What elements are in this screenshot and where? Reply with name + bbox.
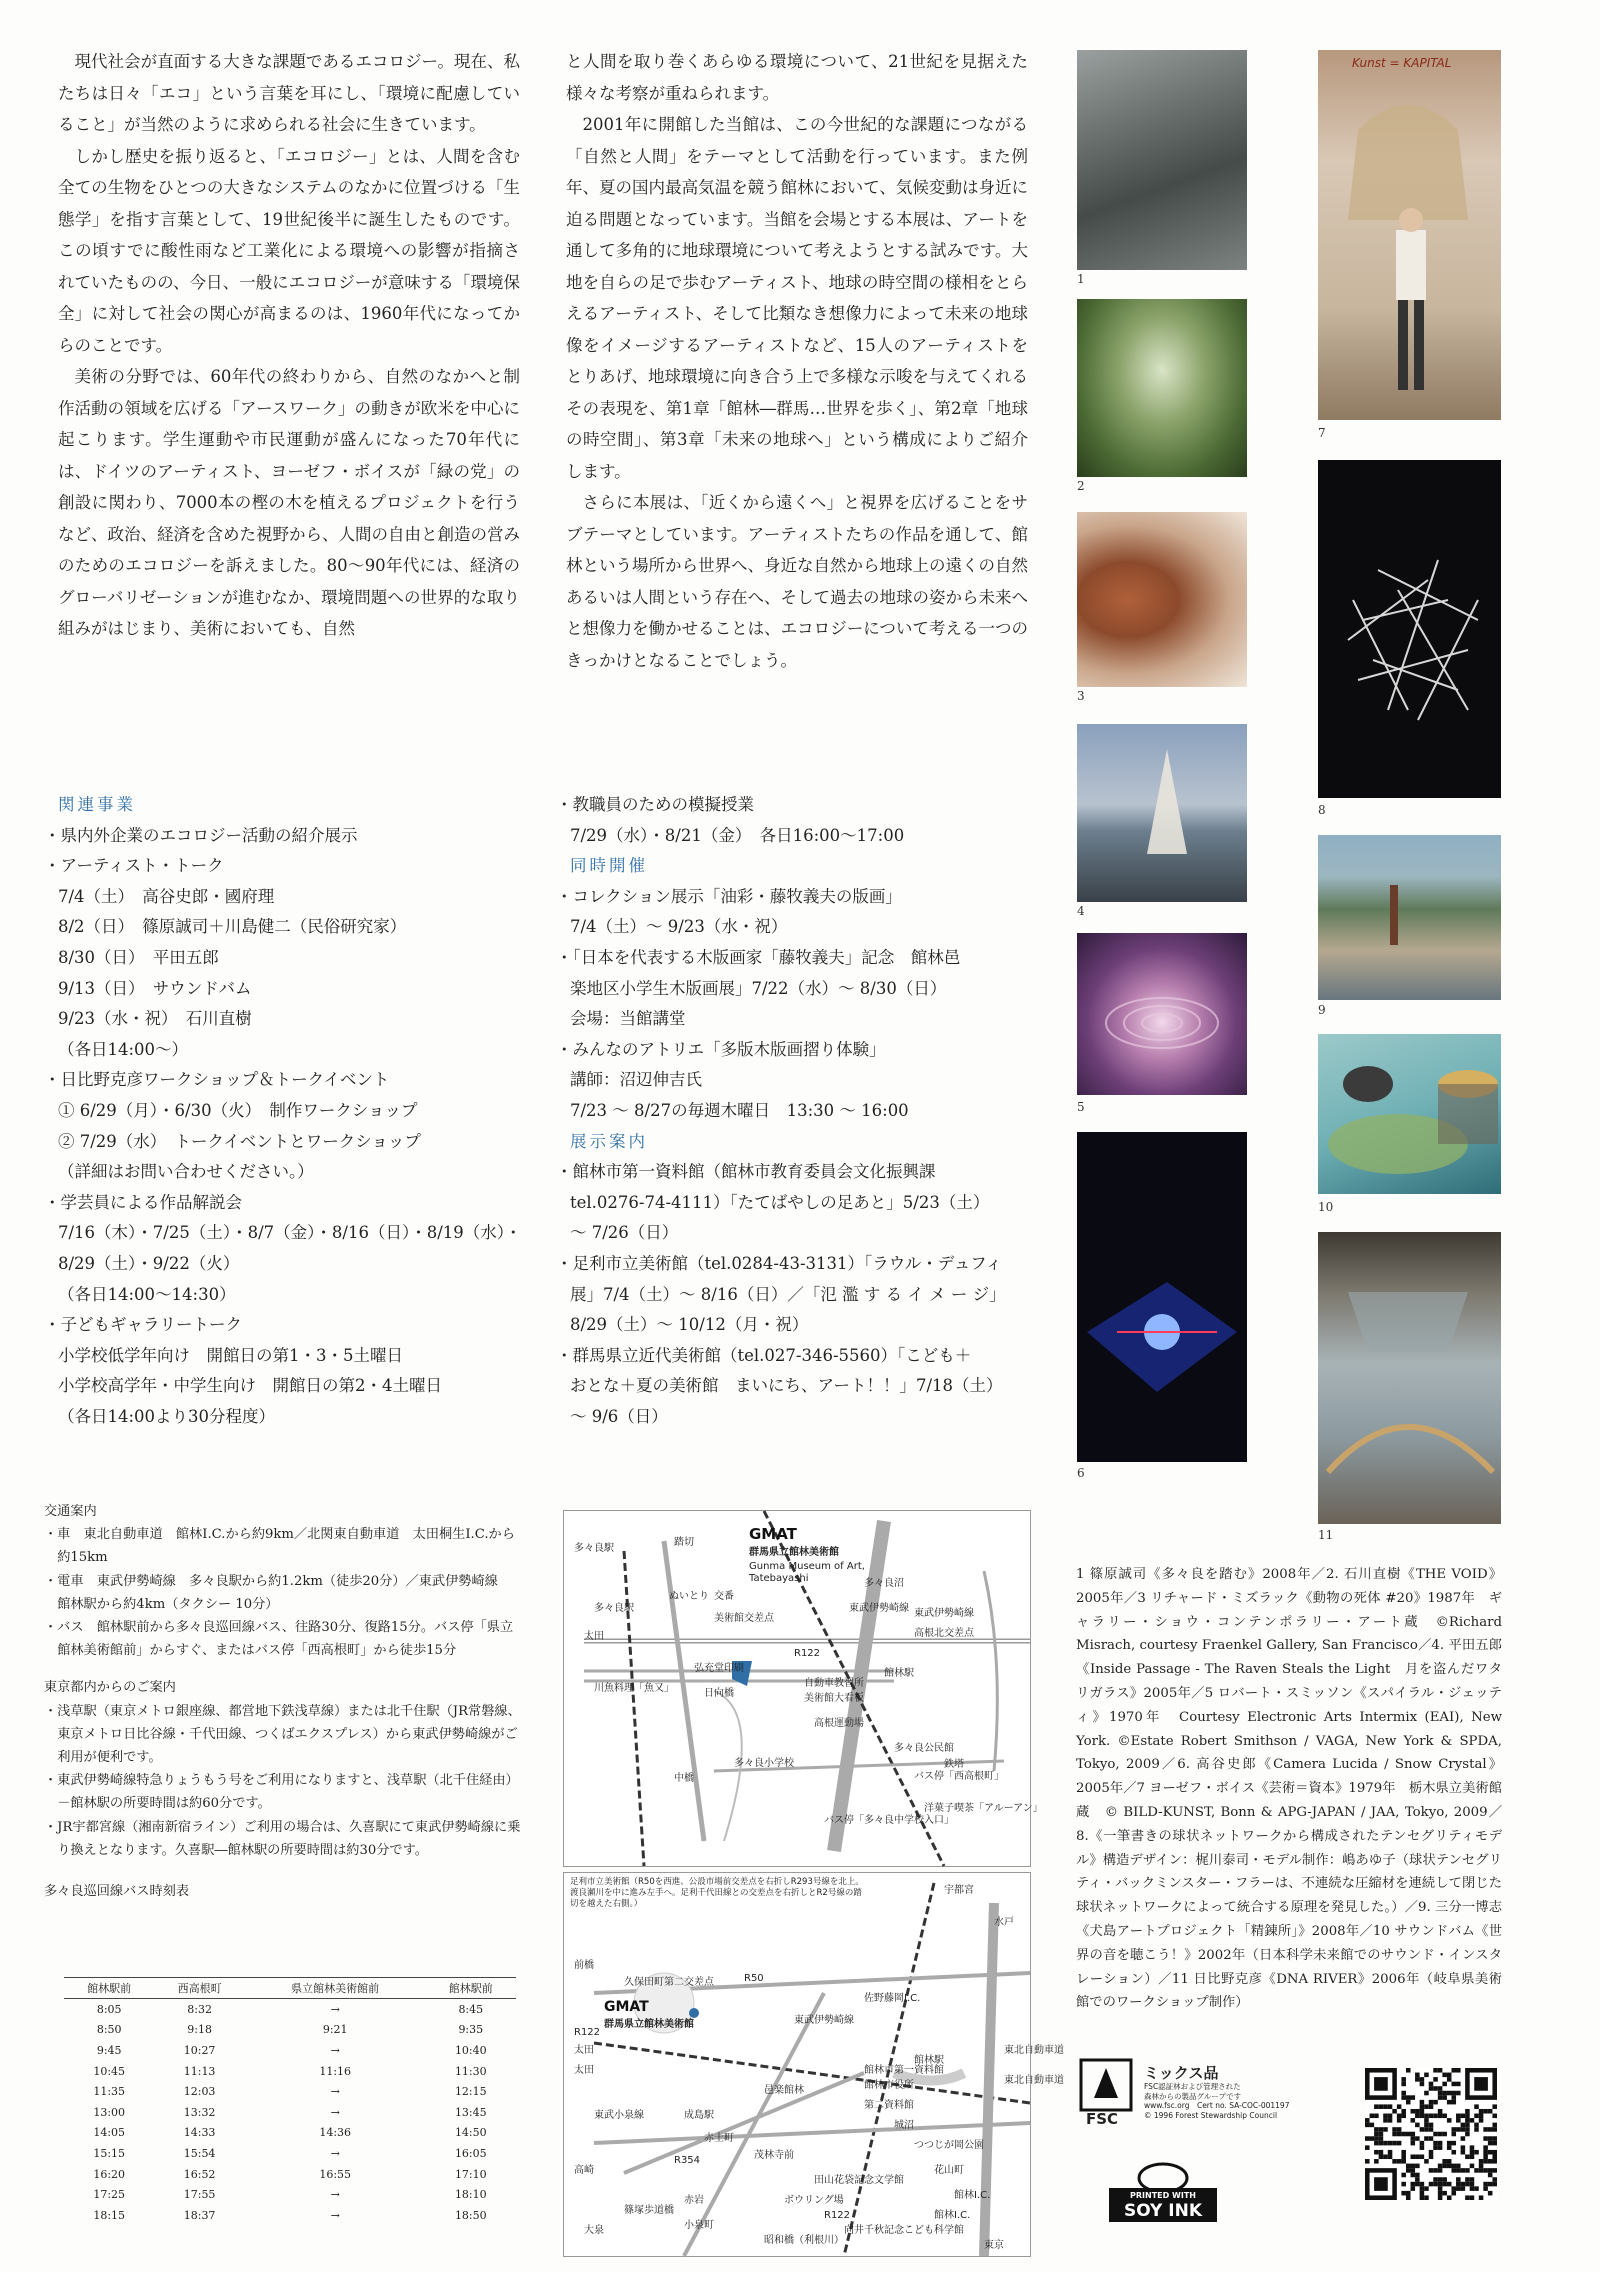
event-detail: 7/4（土） 高谷史郎・國府理 (58, 886, 275, 906)
concurrent-events (556, 790, 1036, 1432)
map-label: 赤岩 (684, 2195, 704, 2206)
photo-number: 3 (1077, 689, 1085, 703)
map-label: 水戸 (994, 1917, 1014, 1928)
photo-number: 8 (1318, 803, 1326, 817)
fsc-label: FSC (1086, 2110, 1119, 2128)
map-label: 向井千秋記念こども科学館 (844, 2225, 964, 2236)
map-label: 美術館交差点 (714, 1613, 774, 1624)
bus-cell: 14:33 (183, 2126, 216, 2140)
map-label: 第二資料館 (864, 2100, 914, 2111)
photo-number: 4 (1077, 904, 1085, 918)
event-item: ・日比野克彦ワークショップ＆トークイベント (44, 1070, 390, 1090)
tokyo-item: ・東武伊勢崎線特急りょうもう号をご利用になりますと、浅草駅（北千住経由）－館林駅の所要時間は約60分です。 (44, 1773, 519, 1812)
soybean-icon (1139, 2164, 1187, 2192)
event-detail: 会場：当館講堂 (570, 1009, 686, 1029)
map-label: 洋菓子喫茶「アルーアン」 (924, 1803, 1043, 1814)
access-item: ・車 東北自動車道 館林I.C.から約9km／北関東自動車道 太田桐生I.C.から約15km (44, 1527, 515, 1566)
event-detail: 8/29（土）～ 10/12（月・祝） (570, 1315, 809, 1335)
bus-cell: 15:15 (93, 2146, 126, 2160)
bus-cell: → (330, 2105, 340, 2119)
map-label: 東武小泉線 (594, 2110, 644, 2121)
photo-number: 10 (1318, 1200, 1334, 1214)
map-label: 東北自動車道 (1004, 2045, 1064, 2056)
bus-cell: → (330, 2188, 340, 2202)
map-label: 昭和橋（利根川） (764, 2235, 844, 2246)
svg-text:群馬県立館林美術館: 群馬県立館林美術館 (749, 1547, 839, 1558)
map-label: 多々良駅 (574, 1543, 614, 1554)
svg-text:群馬県立館林美術館: 群馬県立館林美術館 (604, 2019, 694, 2030)
essay-paragraph: 2001年に開館した当館は、この今世紀的な課題につながる「自然と人間」をテーマとして活動を行っています。また例年、夏の国内最高気温を競う館林において、気候変動は身近に迫る問題となっています。当館を会場とする本展は、アートを通して多角的に地球環境について考えようとする試みです。大地を自らの足で歩むアーティスト、地球の時空間の様相をとらえるアーティスト、そして比類なき想像力によって未来の地球像をイメージするアーティストなど、15人のアーティストをとりあげ、地球環境に向き合う上で多様な示唆を与えてくれるその表現を、第1章「館林―群馬…世界を歩く」、第2章「地球の時空間」、第3章「未来の地球へ」という構成によりご紹介します。 (566, 115, 1028, 481)
event-detail: （各日14:00より30分程度） (58, 1406, 276, 1426)
photo-3 (1077, 512, 1247, 687)
bus-cell: 12:03 (183, 2085, 216, 2099)
map-label: 中橋 (674, 1773, 694, 1784)
map-label: 自動車教習所 (804, 1678, 864, 1689)
event-item: ・「日本を代表する木版画家「藤牧義夫」記念 館林邑 (556, 947, 961, 967)
event-detail: ～ 7/26（日） (570, 1223, 679, 1243)
map-label: 踏切 (674, 1537, 694, 1548)
event-detail: 8/29（土）・9/22（火） (58, 1253, 240, 1273)
bus-row (64, 2040, 516, 2061)
map-label: 鉄塔 (944, 1759, 964, 1770)
bus-cell: → (330, 2146, 340, 2160)
bus-cell: 18:15 (93, 2208, 126, 2222)
bus-row (64, 2184, 516, 2205)
bus-cell: 16:20 (93, 2167, 126, 2181)
access-title: 交通案内 (44, 1504, 97, 1519)
map-label: 小泉町 (684, 2220, 714, 2231)
tree-icon (1094, 2068, 1118, 2098)
bus-col-header: 県立館林美術館前 (245, 1978, 426, 1999)
map-label: 日向橋 (704, 1688, 734, 1699)
map-label: R122 (794, 1648, 821, 1659)
map-label: 佐野藤岡I.C. (864, 1993, 921, 2004)
bus-cell: 11:30 (454, 2064, 487, 2078)
map-label: 篠塚歩道橋 (624, 2205, 674, 2216)
map-label: 館林市第一資料館 (864, 2065, 944, 2076)
map-label: バス停「多々良中学校入口」 (824, 1815, 954, 1826)
bus-cell: 10:40 (454, 2043, 487, 2057)
access-info (44, 1500, 524, 1903)
event-detail: 7/29（水）・8/21（金） 各日16:00～17:00 (570, 825, 905, 845)
event-item: ・コレクション展示「油彩・藤牧義夫の版画」 (556, 886, 902, 906)
bus-cell: 16:55 (319, 2167, 352, 2181)
event-detail: ～ 9/6（日） (570, 1406, 668, 1426)
bus-col-header: 館林駅前 (64, 1978, 154, 1999)
photo-7 (1318, 50, 1501, 420)
bus-cell: → (330, 2085, 340, 2099)
soy-line2: SOY INK (1123, 2201, 1203, 2221)
event-item: ・子どもギャラリートーク (44, 1315, 242, 1335)
tokyo-item: ・JR宇都宮線（湘南新宿ライン）ご利用の場合は、久喜駅にて東武伊勢崎線に乗り換えとなります。久喜駅―館林駅の所要時間は約30分です。 (44, 1819, 521, 1858)
event-detail: おとな＋夏の美術館 まいにち、アート！！」7/18（土） (570, 1376, 1003, 1396)
bus-cell: 18:50 (454, 2208, 487, 2222)
bus-cell: 10:45 (93, 2064, 126, 2078)
bus-cell: 9:18 (187, 2023, 212, 2037)
event-detail: 7/4（土）～ 9/23（水・祝） (570, 917, 788, 937)
bus-cell: 14:36 (319, 2126, 352, 2140)
event-detail: （各日14:00～） (58, 1039, 189, 1059)
map-label: 交番 (714, 1591, 734, 1602)
access-item: ・バス 館林駅前から多々良巡回線バス、往路30分、復路15分。バス停「県立館林美術館前」からすぐ、またはバス停「西高根町」から徒歩15分 (44, 1620, 514, 1659)
map-label: 東北自動車道 (1004, 2075, 1064, 2086)
bus-cell: 16:52 (183, 2167, 216, 2181)
event-detail: （各日14:00～14:30） (58, 1284, 236, 1304)
fsc-text: www.fsc.org Cert no. SA-COC-001197 (1144, 2101, 1290, 2110)
map-label: 館林駅 (884, 1668, 914, 1679)
essay-paragraph: しかし歴史を振り返ると、「エコロジー」とは、人間を含む全ての生物をひとつの大きなシステムのなかに位置づける「生態学」を指す言葉として、19世紀後半に誕生したものです。この頃すでに酸性雨など工業化による環境への影響が指摘されていたものの、今日、一般にエコロジーが意味する「環境保全」に対して社会の関心が高まるのは、1960年代になってからのことです。 (58, 146, 520, 355)
photo-2 (1077, 299, 1247, 477)
map-logo: GMAT (604, 1999, 649, 2015)
bus-cell: 9:35 (458, 2023, 484, 2037)
event-detail: 7/23 ～ 8/27の毎週木曜日 13:30 ～ 16:00 (570, 1100, 909, 1120)
bus-cell: 11:35 (93, 2085, 126, 2099)
essay-col-2 (566, 46, 1028, 676)
map-label: 東京 (984, 2240, 1004, 2251)
bus-cell: 13:00 (93, 2105, 126, 2119)
event-item: ・館林市第一資料館（館林市教育委員会文化振興課 (556, 1162, 936, 1182)
essay-col-1 (58, 46, 520, 645)
bus-cell: 14:50 (454, 2126, 487, 2140)
map-label: 城沼 (894, 2120, 914, 2131)
bus-title: 多々良巡回線バス時刻表 (44, 1884, 190, 1900)
map-label: 川魚料理「魚又」 (594, 1683, 674, 1694)
bus-cell: 17:25 (93, 2188, 126, 2202)
event-detail: ① 6/29（月）・6/30（火） 制作ワークショップ (58, 1100, 418, 1120)
bus-row (64, 2020, 516, 2041)
map-label: 館林I.C. (934, 2210, 971, 2221)
bus-cell: 16:05 (454, 2146, 487, 2160)
map-label: 館林駅 (914, 2055, 944, 2066)
photo-9 (1318, 835, 1501, 1000)
bus-cell: 18:10 (454, 2188, 487, 2202)
map-note: 足利市立美術館（R50を西進、公設市場前交差点を右折しR293号線を北上。渡良瀬川を中に進み左手へ。足利千代田線との交差点を右折しとR2号線の踏切を越えた右側。） (570, 1877, 864, 1909)
event-detail: ② 7/29（水） トークイベントとワークショップ (58, 1131, 421, 1151)
fsc-logo (1076, 2058, 1326, 2136)
photo-5 (1077, 933, 1247, 1095)
map-label: 宇都宮 (944, 1885, 974, 1896)
photo-number: 1 (1077, 272, 1085, 286)
bus-cell: 9:21 (322, 2023, 348, 2037)
section-heading: 展示案内 (570, 1131, 648, 1151)
photo-1 (1077, 50, 1247, 270)
event-detail: 8/2（日） 篠原誠司＋川島健二（民俗研究家） (58, 917, 407, 937)
event-item: ・みんなのアトリエ「多版木版画摺り体験」 (556, 1039, 886, 1059)
bus-cell: 17:10 (454, 2167, 487, 2181)
essay-paragraph: 現代社会が直面する大きな課題であるエコロジー。現在、私たちは日々「エコ」という言葉を耳にし、「環境に配慮していること」が当然のように求められる社会に生きています。 (58, 52, 520, 134)
map-label: 多々良公民館 (894, 1743, 954, 1754)
bus-row (64, 2164, 516, 2185)
event-detail: 楽地区小学生木版画展」7/22（水）～ 8/30（日） (570, 978, 947, 998)
event-detail: 小学校低学年向け 開館日の第1・3・5土曜日 (58, 1345, 403, 1365)
event-item: ・アーティスト・トーク (44, 856, 224, 876)
bus-cell: → (330, 2002, 340, 2016)
access-map-regional (563, 1872, 1064, 2257)
bus-cell: 13:32 (183, 2105, 216, 2119)
photo-credits: 1 篠原誠司《多々良を踏む》2008年／2. 石川直樹《THE VOID》2005年／3 リチャード・ミズラック《動物の死体 #20》1987年 ギャラリー・ショウ・コンテンポラリー・アート蔵 ©Richard Misrach, courtesy Fraenkel Gallery, San Francisco／4. 平田五郎《Inside Passage - The Raven Steals the Light 月を盗んだワタリガラス》2005年／5 ロバート・スミッソン《スパイラル・ジェッティ》1970年 Courtesy Electronic Arts Intermix (EAI), New York. ©Estate Robert Smithson / VAGA, New York & SPDA, Tokyo, 2009／6. 高谷史郎《Camera Lucida / Snow Crystal》2005年／7 ヨーゼフ・ボイス《芸術＝資本》1979年 栃木県立美術館蔵 © BILD-KUNST, Bonn & APG-JAPAN / JAA, Tokyo, 2009／8.《一筆書きの球状ネットワークから構成されたテンセグリティモデル》構造デザイン：梶川泰司・モデル制作：嶋あゆ子（球状テンセグリティ・バックミンスター・フラーは、不連続な圧縮材を連続して閉じた球状ネットワークによって統合する原理を発見した。）／9. 三分一博志《犬島アートプロジェクト「精錬所」》2008年／10 サウンドバム《世界の音を聴こう！》2002年（日本科学未来館でのサウンド・インスタレーション）／11 日比野克彦《DNA RIVER》2006年（岐阜県美術館でのワークショップ制作） (1076, 1567, 1502, 2011)
bus-cell: → (330, 2043, 340, 2057)
bus-cell: 8:45 (458, 2002, 484, 2016)
map-label: ボウリング場 (784, 2195, 844, 2206)
bus-cell: 15:54 (183, 2146, 216, 2160)
event-detail: 小学校高学年・中学生向け 開館日の第2・4土曜日 (58, 1376, 442, 1396)
bus-cell: 11:16 (319, 2064, 352, 2078)
photo-number: 6 (1077, 1466, 1085, 1480)
tokyo-item: ・浅草駅（東京メトロ銀座線、都営地下鉄浅草線）または北千住駅（JR常磐線、東京メトロ日比谷線・千代田線、つくばエクスプレス）から東武伊勢崎線がご利用が便利です。 (44, 1703, 521, 1766)
museum-marker (689, 2008, 699, 2018)
section-heading: 同時開催 (570, 856, 648, 876)
essay-paragraph: 美術の分野では、60年代の終わりから、自然のなかへと制作活動の領域を広げる「アースワーク」の動きが欧米を中心に起こります。学生運動や市民運動が盛んになった70年代には、ドイツのアーティスト、ヨーゼフ・ボイスが「緑の党」の創設に関わり、7000本の樫の木を植えるプロジェクトを行うなど、政治、経済を含めた視野から、人間の自由と創造の営みのためのエコロジーを訴えました。80～90年代には、経済のグローバリゼーションが進むなか、環境問題への世界的な取り組みがはじまり、美術においても、自然 (58, 367, 520, 638)
photo-number: 9 (1318, 1003, 1326, 1017)
bus-timetable (64, 1977, 516, 2226)
event-detail: （詳細はお問い合わせください。） (58, 1162, 314, 1182)
map-label: 田山花袋記念文学館 (814, 2175, 904, 2186)
map-label: R122 (574, 2027, 601, 2038)
map-label: R122 (824, 2210, 851, 2221)
bus-row (64, 2205, 516, 2226)
map-label: 太田 (574, 2045, 594, 2056)
map-label: 館林市役所 (864, 2080, 914, 2091)
bus-row (64, 2081, 516, 2102)
bus-cell: 14:05 (93, 2126, 126, 2140)
map-label: 弘充堂印刷 (694, 1663, 744, 1674)
photo-number: 11 (1318, 1528, 1334, 1542)
bus-cell: → (330, 2208, 340, 2222)
bus-cell: 18:37 (183, 2208, 216, 2222)
map-label: 高根運動場 (814, 1718, 864, 1729)
event-item: ・群馬県立近代美術館（tel.027-346-5560）「こども＋ (556, 1345, 972, 1365)
map-label: 久保田町第二交差点 (624, 1977, 714, 1988)
qr-code[interactable] (1365, 2068, 1497, 2200)
fsc-text: 森林からの製品グループです (1144, 2091, 1242, 2101)
bus-cell: 9:45 (96, 2043, 122, 2057)
svg-text:Gunma Museum of Art,: Gunma Museum of Art, (749, 1561, 865, 1572)
map-label: 大泉 (584, 2225, 604, 2236)
map-label: 美術館大看板 (804, 1693, 864, 1704)
bus-cell: 12:15 (454, 2085, 487, 2099)
bus-row (64, 2102, 516, 2123)
photo-number: 7 (1318, 426, 1326, 440)
svg-text:Tatebayashi: Tatebayashi (749, 1573, 809, 1584)
bus-row (64, 2123, 516, 2144)
bus-cell: 17:55 (183, 2188, 216, 2202)
map-label: つつじが岡公園 (914, 2140, 984, 2151)
fsc-text: © 1996 Forest Stewardship Council (1144, 2110, 1278, 2120)
bus-row (64, 1999, 516, 2020)
bus-col-header: 館林駅前 (426, 1978, 516, 1999)
bus-cell: 8:05 (96, 2002, 122, 2016)
essay-paragraph: と人間を取り巻くあらゆる環境について、21世紀を見据えた様々な考察が重ねられます。 (566, 52, 1028, 103)
map-label: R354 (674, 2155, 701, 2166)
map-label: ぬいとり (669, 1591, 709, 1602)
soy-line1: PRINTED WITH (1130, 2191, 1196, 2200)
map-label: 高崎 (574, 2165, 594, 2176)
event-detail: 9/13（日） サウンドバム (58, 978, 252, 998)
bus-row (64, 2143, 516, 2164)
photo-11 (1318, 1232, 1501, 1524)
bus-row (64, 2061, 516, 2082)
map-label: 太田 (574, 2065, 594, 2076)
event-detail: 7/16（木）・7/25（土）・8/7（金）・8/16（日）・8/19（水）・ (58, 1223, 522, 1243)
map-label: 高根北交差点 (914, 1628, 974, 1639)
bus-cell: 13:45 (454, 2105, 487, 2119)
map-label: 東武伊勢崎線 (849, 1603, 909, 1614)
event-detail: 講師：沼辺伸吉氏 (570, 1070, 702, 1090)
map-label: 東武伊勢崎線 (794, 2015, 854, 2026)
bus-col-header: 西高根町 (154, 1978, 244, 1999)
map-logo: GMAT (749, 1525, 797, 1543)
bus-cell: 8:32 (187, 2002, 212, 2016)
photo-7-sign: Kunst = KAPITAL (1352, 56, 1452, 70)
photo-number: 2 (1077, 479, 1085, 493)
event-item: ・教職員のための模擬授業 (556, 795, 754, 814)
photo-6 (1077, 1132, 1247, 1462)
map-label: 多々良小学校 (734, 1758, 794, 1769)
map-label: 成島駅 (684, 2110, 714, 2121)
event-detail: 8/30（日） 平田五郎 (58, 947, 219, 967)
event-item: ・学芸員による作品解説会 (44, 1192, 242, 1212)
essay-paragraph: さらに本展は、「近くから遠くへ」と視界を広げることをサブテーマとしています。アーティストたちの作品を通して、館林という場所から世界へ、身近な自然から地球上の遠くの自然あるいは人間という存在へ、そして過去の地球の姿から未来へと想像力を働かせることは、エコロジーについて考える一つのきっかけとなることでしょう。 (566, 493, 1028, 670)
related-events (44, 790, 544, 1432)
event-detail: 展」7/4（土）～ 8/16（日）／「氾 濫 す る イ メ ー ジ」 (570, 1284, 1006, 1304)
bus-cell: 10:27 (183, 2043, 216, 2057)
fsc-text: FSC認証林および管理された (1144, 2082, 1241, 2091)
photo-4 (1077, 724, 1247, 902)
map-label: 多々良沼 (864, 1578, 904, 1589)
access-item: ・電車 東武伊勢崎線 多々良駅から約1.2km（徒歩20分）／東武伊勢崎線 館林駅から約4km（タクシー 10分） (44, 1573, 512, 1612)
tokyo-title: 東京都内からのご案内 (44, 1680, 176, 1696)
event-item: ・県内外企業のエコロジー活動の紹介展示 (44, 825, 358, 845)
map-label: 太田 (584, 1631, 604, 1642)
bus-cell: 8:50 (96, 2023, 122, 2037)
fsc-mix: ミックス品 (1144, 2064, 1219, 2082)
event-detail: tel.0276-74-4111）「たてばやしの足あと」5/23（土） (570, 1192, 990, 1212)
section-heading: 関連事業 (58, 795, 136, 814)
bus-cell: 11:13 (183, 2064, 216, 2078)
map-label: 赤土町 (704, 2133, 734, 2144)
map-label: 邑楽館林 (764, 2085, 804, 2096)
access-map-local (563, 1510, 1043, 1867)
map-label: 館林I.C. (954, 2190, 991, 2201)
photo-number: 5 (1077, 1100, 1085, 1114)
event-detail: 9/23（水・祝） 石川直樹 (58, 1009, 252, 1029)
photo-8 (1318, 460, 1501, 798)
map-label: R50 (744, 1973, 764, 1984)
map-label: バス停「西高根町」 (914, 1771, 1004, 1782)
soy-ink-logo (1107, 2158, 1219, 2224)
map-label: 前橋 (574, 1960, 594, 1971)
map-label: 東武伊勢崎線 (914, 1608, 974, 1619)
map-label: 多々良駅 (594, 1603, 634, 1614)
event-item: ・足利市立美術館（tel.0284-43-3131）「ラウル・デュフィ (556, 1253, 1002, 1273)
photo-10 (1318, 1034, 1501, 1194)
map-label: 花山町 (934, 2165, 964, 2176)
map-label: 茂林寺前 (754, 2150, 794, 2161)
